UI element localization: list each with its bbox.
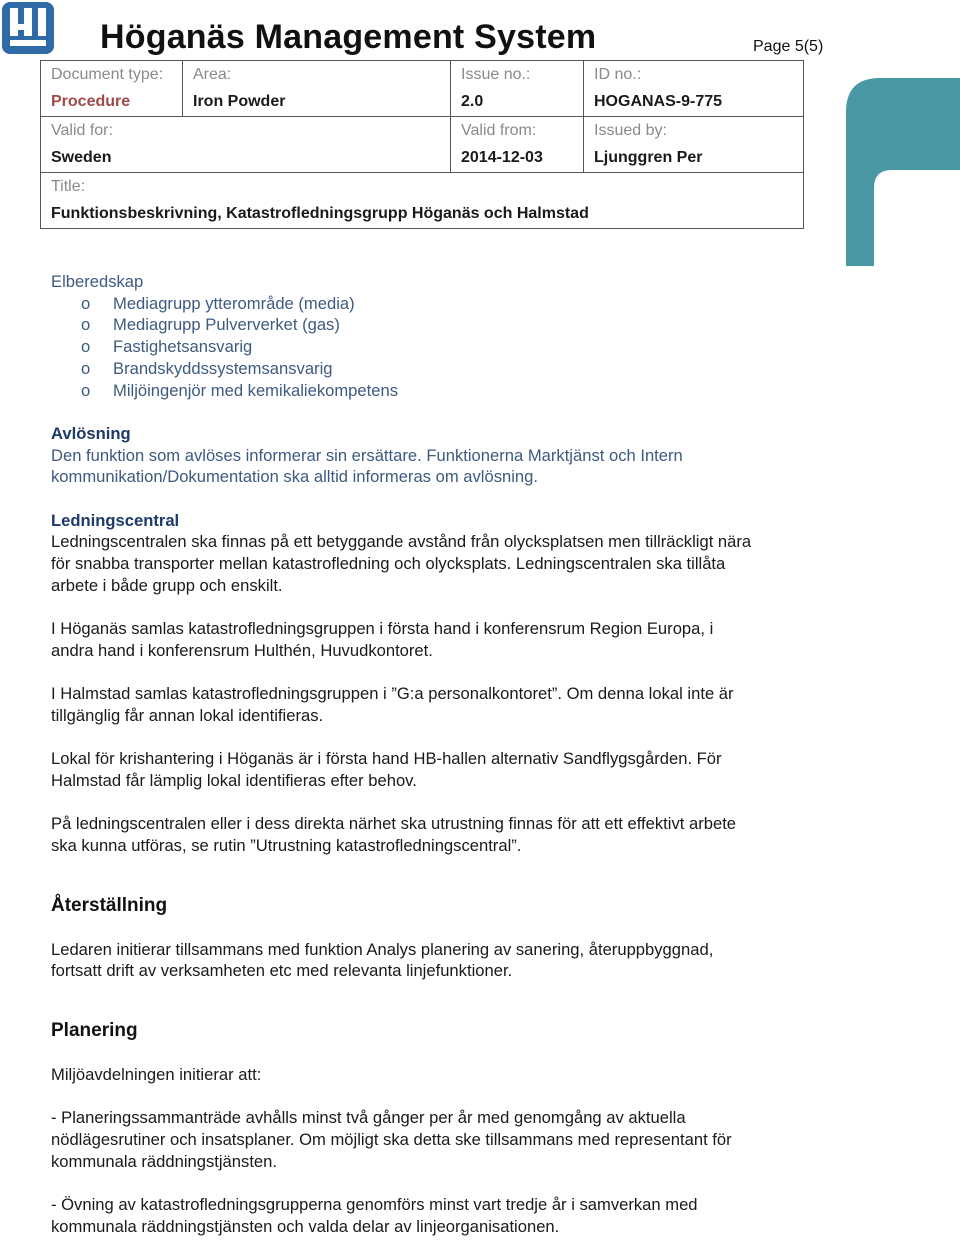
planering-item2-line: - Övning av katastrofledningsgrupperna genomförs minst vart tredje år i samverkan med	[51, 1194, 698, 1214]
ledningscentral-p2-line: andra hand i konferensrum Hulthén, Huvudkontoret.	[51, 640, 433, 660]
list-item	[51, 358, 851, 380]
section-heading-ledningscentral: Ledningscentral	[51, 510, 180, 530]
area-value: Iron Powder	[183, 88, 451, 117]
id-no-label: ID no.:	[584, 61, 804, 89]
title-value: Funktionsbeskrivning, Katastrofledningsgrupp Höganäs och Halmstad	[51, 205, 589, 222]
list-item	[51, 293, 851, 315]
ledningscentral-p5-line: På ledningscentralen eller i dess direkta närhet ska utrustning finnas för att ett effektivt arbete	[51, 814, 737, 834]
id-no-value: HOGANAS-9-775	[584, 88, 804, 117]
hoganas-logo	[2, 2, 54, 54]
list-item-text: Brandskyddssystemsansvarig	[113, 358, 333, 378]
list-item-text: Fastighetsansvarig	[113, 337, 253, 357]
system-title: Höganäs Management System	[100, 18, 597, 56]
bullet-marker: o	[81, 337, 91, 357]
section-heading-planering: Planering	[51, 1020, 138, 1041]
teal-corner-decoration	[840, 78, 960, 268]
document-type-value: Procedure	[41, 88, 183, 117]
section-heading-elberedskap: Elberedskap	[51, 272, 144, 291]
title-label: Title:	[51, 177, 86, 195]
list-item	[51, 314, 851, 336]
avlosning-line-1: Den funktion som avlöses informerar sin ersättare. Funktionerna Marktjänst och Intern	[51, 445, 683, 465]
ledningscentral-p3-line: tillgänglig får annan lokal identifieras.	[51, 706, 324, 725]
ledningscentral-p1-line: Ledningscentralen ska finnas på ett betyggande avstånd från olycksplatsen men tillräckligt nära	[51, 532, 752, 552]
list-item	[51, 336, 851, 358]
aterstallning-line: Ledaren initierar tillsammans med funktion Analys planering av sanering, återuppbyggnad,	[51, 939, 714, 959]
planering-item1-line: - Planeringssammanträde avhålls minst två gånger per år med genomgång av aktuella	[51, 1108, 686, 1128]
planering-item1-line: nödlägesrutiner och insatsplaner. Om möjligt ska detta ske tillsammans med representant för	[51, 1129, 732, 1149]
bullet-marker: o	[81, 380, 91, 400]
issue-no-label: Issue no.:	[451, 61, 584, 89]
elberedskap-list	[51, 293, 851, 402]
planering-intro: Miljöavdelningen initierar att:	[51, 1064, 262, 1084]
list-item-text: Mediagrupp Pulververket (gas)	[113, 315, 340, 335]
valid-from-value: 2014-12-03	[451, 144, 584, 173]
list-item	[51, 380, 851, 402]
valid-for-label: Valid for:	[51, 121, 113, 139]
ledningscentral-p4-line: Lokal för krishantering i Höganäs är i första hand HB-hallen alternativ Sandflygsgården. För	[51, 749, 722, 769]
planering-item1-line: kommunala räddningstjänsten.	[51, 1151, 277, 1171]
ledningscentral-p4-line: Halmstad får lämplig lokal identifieras efter behov.	[51, 771, 417, 791]
list-item-text: Mediagrupp ytterområde (media)	[113, 293, 355, 313]
avlosning-line-2: kommunikation/Dokumentation ska alltid informeras om avlösning.	[51, 467, 538, 487]
section-heading-avlosning: Avlösning	[51, 423, 131, 443]
valid-from-label: Valid from:	[451, 117, 584, 145]
document-body	[51, 271, 851, 1237]
aterstallning-line: fortsatt drift av verksamheten etc med relevanta linjefunktioner.	[51, 961, 513, 981]
valid-for-value: Sweden	[41, 144, 451, 173]
document-type-label: Document type:	[51, 65, 164, 83]
issue-no-value: 2.0	[451, 88, 584, 117]
bullet-marker: o	[81, 358, 91, 378]
section-heading-aterstallning: Återställning	[51, 894, 168, 916]
ledningscentral-p3-line: I Halmstad samlas katastrofledningsgruppen i ”G:a personalkontoret”. Om denna lokal inte är	[51, 684, 734, 704]
planering-item2-line: kommunala räddningstjänsten och valda delar av linjeorganisationen.	[51, 1216, 560, 1236]
ledningscentral-p1-line: för snabba transporter mellan katastrofledning och olycksplats. Ledningscentralen ska tillåta	[51, 554, 726, 574]
issued-by-label: Issued by:	[584, 117, 804, 145]
ledningscentral-p2-line: I Höganäs samlas katastrofledningsgruppen i första hand i konferensrum Region Europa, i	[51, 619, 714, 639]
ledningscentral-p5-line: ska kunna utföras, se rutin ”Utrustning katastrofledningscentral”.	[51, 836, 522, 856]
ledningscentral-p1-line: arbete i både grupp och enskilt.	[51, 575, 283, 595]
issued-by-value: Ljunggren Per	[584, 144, 804, 173]
page-number: Page 5(5)	[753, 38, 824, 55]
document-metadata-table	[40, 60, 804, 229]
bullet-marker: o	[81, 315, 91, 335]
area-label: Area:	[183, 61, 451, 89]
bullet-marker: o	[81, 293, 91, 313]
list-item-text: Miljöingenjör med kemikaliekompetens	[113, 380, 398, 400]
